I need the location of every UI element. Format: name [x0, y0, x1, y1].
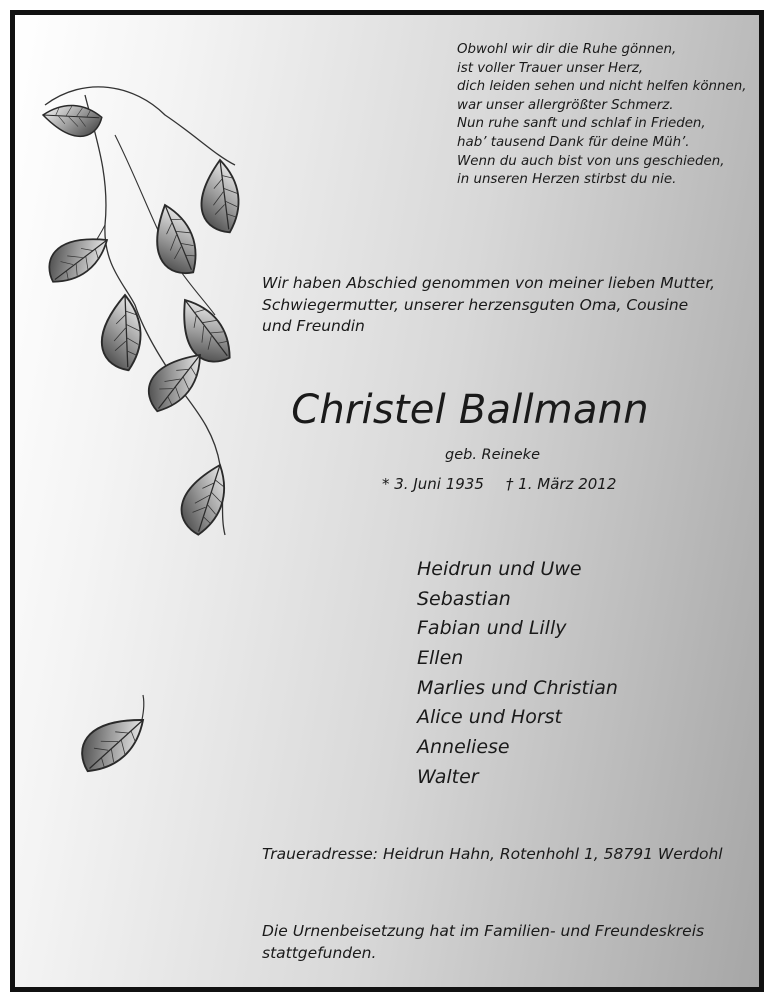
family-list — [417, 555, 618, 793]
poem-line: Wenn du auch bist von uns geschieden, — [457, 153, 725, 169]
intro-text — [262, 273, 715, 338]
family-member: Fabian und Lilly — [417, 617, 567, 640]
burial-note — [262, 921, 704, 964]
intro-line: Schwiegermutter, unserer herzensguten Oma, Cousine — [262, 295, 689, 314]
family-member: Anneliese — [417, 736, 510, 759]
maiden-name: geb. Reineke — [445, 447, 541, 463]
burial-line: Die Urnenbeisetzung hat im Familien- und Freundeskreis — [262, 922, 705, 940]
birth-date: * 3. Juni 1935 — [382, 475, 484, 493]
family-member: Walter — [417, 765, 479, 788]
poem-line: dich leiden sehen und nicht helfen können, — [457, 79, 747, 95]
family-member: Sebastian — [417, 587, 511, 610]
life-dates — [382, 475, 616, 493]
family-member: Heidrun und Uwe — [417, 558, 582, 580]
intro-line: und Freundin — [262, 317, 365, 335]
leaf-branch-illustration — [15, 15, 275, 835]
poem-line: hab’ tausend Dank für deine Müh’. — [457, 134, 690, 150]
mourning-address: Traueradresse: Heidrun Hahn, Rotenhohl 1, 58791 Werdohl — [262, 845, 723, 863]
poem-line: war unser allergrößter Schmerz. — [457, 97, 674, 113]
burial-line: stattgefunden. — [262, 943, 377, 962]
death-date: † 1. März 2012 — [505, 475, 617, 493]
family-member: Ellen — [417, 647, 464, 670]
poem-line: ist voller Trauer unser Herz, — [457, 60, 644, 76]
poem-line: Nun ruhe sanft und schlaf in Frieden, — [457, 116, 706, 132]
poem-line: in unseren Herzen stirbst du nie. — [457, 172, 677, 188]
family-member: Alice und Horst — [417, 706, 562, 729]
family-member: Marlies und Christian — [417, 676, 618, 699]
deceased-name: Christel Ballmann — [291, 387, 649, 433]
poem — [457, 41, 747, 190]
intro-line: Wir haben Abschied genommen von meiner lieben Mutter, — [262, 274, 716, 292]
poem-line: Obwohl wir dir die Ruhe gönnen, — [457, 42, 677, 57]
obituary-card — [10, 10, 764, 992]
